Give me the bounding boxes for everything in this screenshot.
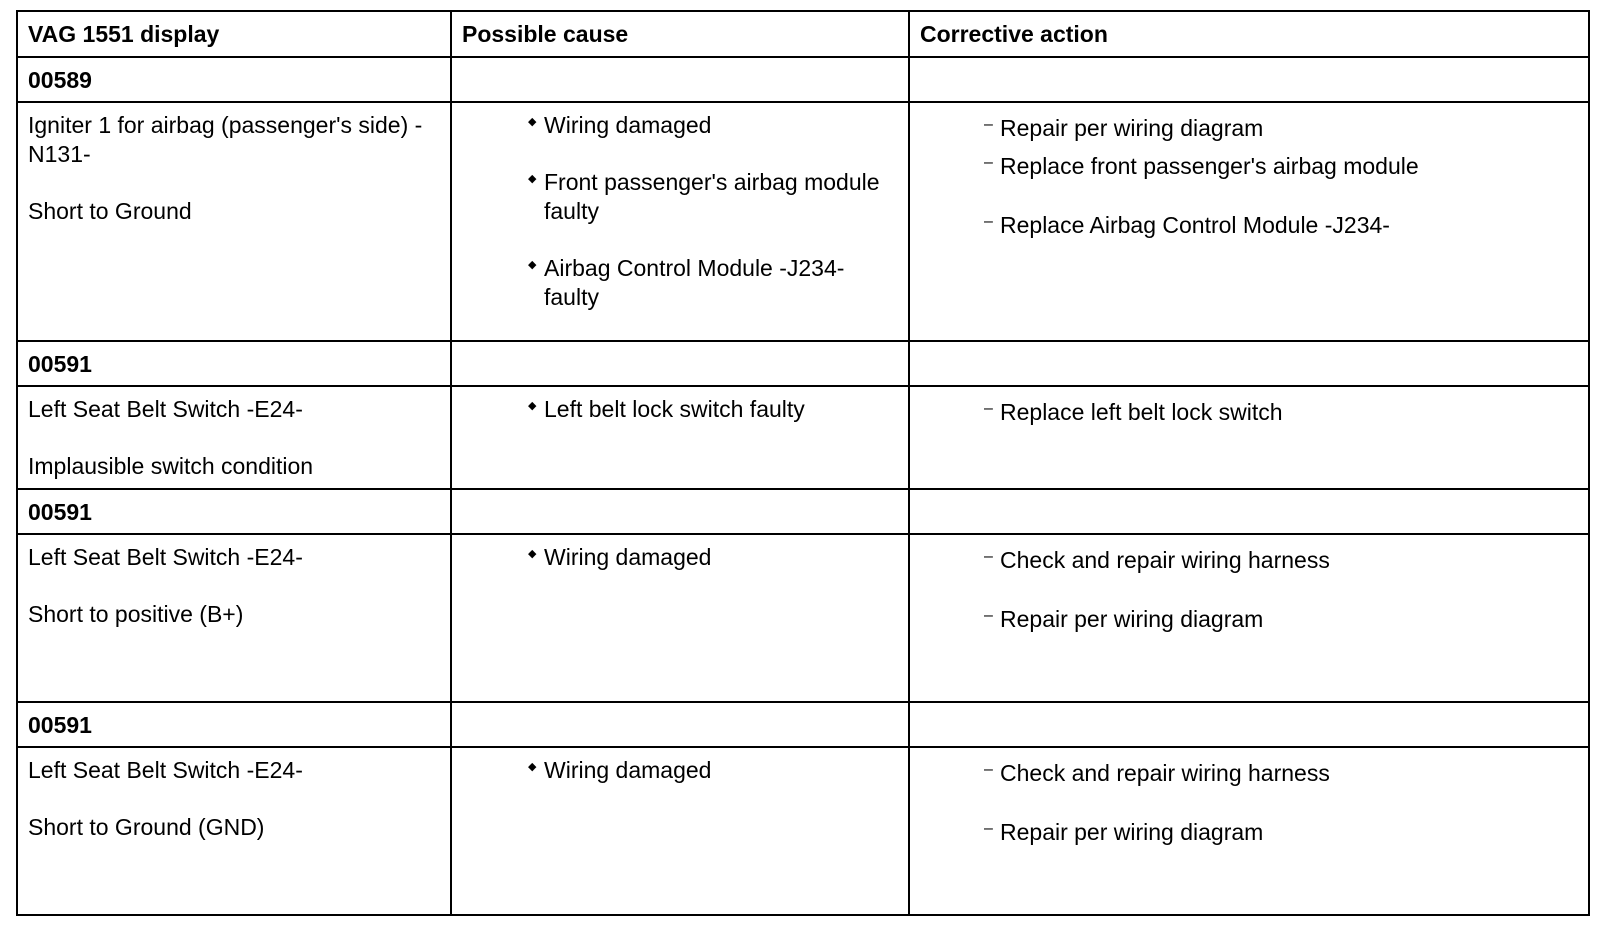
description-condition: Short to positive (B+) <box>28 601 244 627</box>
empty-cell <box>451 489 909 534</box>
description-component: Left Seat Belt Switch -E24- <box>28 544 303 570</box>
header-cause: Possible cause <box>451 11 909 57</box>
detail-row <box>17 102 1589 341</box>
cause-cell <box>451 747 909 915</box>
description-condition: Implausible switch condition <box>28 453 314 479</box>
code-row <box>17 57 1589 102</box>
action-item: – Repair per wiring diagram <box>920 605 1578 634</box>
action-item: – Repair per wiring diagram <box>920 818 1578 847</box>
empty-cell <box>451 702 909 747</box>
fault-code: 00591 <box>17 702 451 747</box>
empty-cell <box>451 341 909 386</box>
fault-code: 00591 <box>17 341 451 386</box>
action-cell <box>909 747 1589 915</box>
empty-cell <box>909 702 1589 747</box>
header-action: Corrective action <box>909 11 1589 57</box>
header-row <box>17 11 1589 57</box>
cause-cell <box>451 386 909 489</box>
action-item: – Replace Airbag Control Module -J234- <box>920 211 1578 240</box>
empty-cell <box>909 341 1589 386</box>
action-cell <box>909 386 1589 489</box>
detail-row <box>17 534 1589 702</box>
fault-description <box>17 102 451 341</box>
action-item: – Replace left belt lock switch <box>920 398 1578 427</box>
description-component: Left Seat Belt Switch -E24- <box>28 757 303 783</box>
fault-table <box>16 10 1590 916</box>
description-component: Left Seat Belt Switch -E24- <box>28 396 303 422</box>
fault-code: 00589 <box>17 57 451 102</box>
fault-description <box>17 534 451 702</box>
detail-row <box>17 386 1589 489</box>
action-item: – Repair per wiring diagram <box>920 114 1578 143</box>
empty-cell <box>451 57 909 102</box>
header-display: VAG 1551 display <box>17 11 451 57</box>
cause-item: ◆ Front passenger's airbag module faulty <box>462 168 898 226</box>
description-condition: Short to Ground <box>28 198 192 224</box>
description-component: Igniter 1 for airbag (passenger's side) -N131- <box>28 112 423 167</box>
cause-item: ◆ Left belt lock switch faulty <box>462 395 898 424</box>
action-item: – Check and repair wiring harness <box>920 546 1578 575</box>
fault-description <box>17 386 451 489</box>
code-row <box>17 341 1589 386</box>
description-condition: Short to Ground (GND) <box>28 814 265 840</box>
empty-cell <box>909 57 1589 102</box>
cause-cell <box>451 102 909 341</box>
action-item: – Replace front passenger's airbag module <box>920 152 1578 181</box>
cause-item: ◆ Wiring damaged <box>462 111 898 140</box>
action-cell <box>909 534 1589 702</box>
action-item: – Check and repair wiring harness <box>920 759 1578 788</box>
cause-item: ◆ Wiring damaged <box>462 756 898 785</box>
fault-description <box>17 747 451 915</box>
cause-item: ◆ Wiring damaged <box>462 543 898 572</box>
cause-cell <box>451 534 909 702</box>
action-cell <box>909 102 1589 341</box>
detail-row <box>17 747 1589 915</box>
fault-code: 00591 <box>17 489 451 534</box>
code-row <box>17 702 1589 747</box>
code-row <box>17 489 1589 534</box>
empty-cell <box>909 489 1589 534</box>
cause-item: ◆ Airbag Control Module -J234- faulty <box>462 254 898 312</box>
